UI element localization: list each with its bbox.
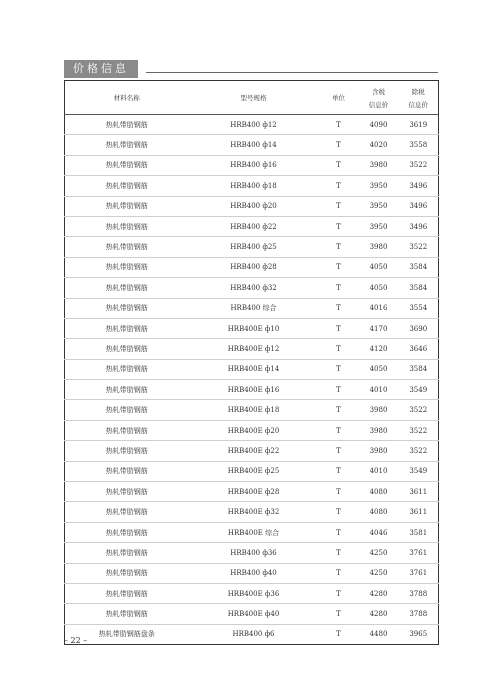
unit-cell: T [319, 176, 359, 196]
tax-included-price-cell: 4050 [359, 257, 399, 277]
unit-cell: T [319, 359, 359, 379]
tax-included-price-cell: 3950 [359, 176, 399, 196]
tax-included-price-cell: 4280 [359, 583, 399, 603]
table-row [65, 339, 439, 359]
unit-cell: T [319, 604, 359, 624]
material-cell: 热轧带肋钢筋 [65, 461, 189, 481]
spec-cell: HRB400E ф14 [189, 359, 319, 379]
spec-cell: HRB400E 综合 [189, 522, 319, 542]
spec-cell: HRB400 ф14 [189, 135, 319, 155]
unit-cell: T [319, 461, 359, 481]
table-row [65, 502, 439, 522]
section-title: 价格信息 [64, 60, 138, 78]
price-table [64, 80, 439, 645]
material-cell: 热轧带肋钢筋 [65, 155, 189, 175]
tax-included-price-cell: 4050 [359, 359, 399, 379]
material-cell: 热轧带肋钢筋 [65, 176, 189, 196]
spec-cell: HRB400 ф25 [189, 237, 319, 257]
tax-included-price-cell: 4250 [359, 563, 399, 583]
table-body [65, 115, 439, 645]
material-cell: 热轧带肋钢筋盘条 [98, 630, 155, 639]
unit-cell: T [319, 318, 359, 338]
tax-included-price-cell: 4010 [359, 461, 399, 481]
material-cell: 热轧带肋钢筋 [65, 543, 189, 563]
spec-cell: HRB400E ф16 [189, 380, 319, 400]
spec-cell: HRB400 ф36 [189, 543, 319, 563]
spec-cell: HRB400E ф22 [189, 441, 319, 461]
header-tax-excluded-price: 除税 信息价 [399, 81, 439, 115]
tax-excluded-price-cell: 3619 [399, 115, 439, 135]
tax-included-price-cell: 4016 [359, 298, 399, 318]
table-row [65, 583, 439, 603]
tax-included-price-cell: 3950 [359, 216, 399, 236]
spec-cell: HRB400E ф25 [189, 461, 319, 481]
tax-included-price-cell: 4046 [359, 522, 399, 542]
tax-excluded-price-cell: 3584 [399, 359, 439, 379]
table-row [65, 380, 439, 400]
material-cell: 热轧带肋钢筋 [65, 216, 189, 236]
table-row [65, 522, 439, 542]
tax-excluded-price-cell: 3522 [399, 155, 439, 175]
unit-cell: T [319, 583, 359, 603]
tax-excluded-price-cell: 3522 [399, 420, 439, 440]
tax-excluded-price-cell: 3584 [399, 257, 439, 277]
spec-cell: HRB400E ф32 [189, 502, 319, 522]
tax-included-price-cell: 3980 [359, 441, 399, 461]
tax-excluded-price-cell: 3496 [399, 196, 439, 216]
tax-included-price-cell: 4120 [359, 339, 399, 359]
table-row [65, 563, 439, 583]
unit-cell: T [319, 257, 359, 277]
tax-excluded-price-cell: 3522 [399, 237, 439, 257]
material-cell: 热轧带肋钢筋 [65, 482, 189, 502]
table-row [65, 155, 439, 175]
material-cell: 热轧带肋钢筋 [65, 298, 189, 318]
material-cell: 热轧带肋钢筋 [65, 115, 189, 135]
unit-cell: T [319, 155, 359, 175]
material-cell: 热轧带肋钢筋 [65, 583, 189, 603]
tax-included-price-cell: 4480 [369, 630, 388, 639]
spec-cell: HRB400 ф22 [189, 216, 319, 236]
tax-included-price-cell: 4050 [359, 278, 399, 298]
tax-included-price-cell: 3980 [359, 155, 399, 175]
section-divider [146, 72, 438, 73]
tax-included-price-cell: 4080 [359, 482, 399, 502]
unit-cell: T [319, 339, 359, 359]
tax-included-price-cell: 4170 [359, 318, 399, 338]
spec-cell: HRB400E ф12 [189, 339, 319, 359]
unit-cell: T [319, 522, 359, 542]
table-row [65, 196, 439, 216]
material-cell: 热轧带肋钢筋 [65, 441, 189, 461]
tax-excluded-price-cell: 3788 [399, 604, 439, 624]
tax-included-price-cell: 4250 [359, 543, 399, 563]
tax-excluded-price-cell: 3581 [399, 522, 439, 542]
unit-cell: T [336, 630, 341, 639]
tax-excluded-price-cell: 3522 [399, 441, 439, 461]
spec-cell: HRB400 综合 [189, 298, 319, 318]
table-row [65, 359, 439, 379]
section-header [64, 60, 438, 78]
table-row [65, 604, 439, 624]
unit-cell: T [319, 400, 359, 420]
header-tax-included-price: 含税 信息价 [359, 81, 399, 115]
tax-included-price-cell: 3950 [359, 196, 399, 216]
material-cell: 热轧带肋钢筋 [65, 604, 189, 624]
unit-cell: T [319, 441, 359, 461]
spec-cell: HRB400E ф20 [189, 420, 319, 440]
tax-included-price-cell: 4080 [359, 502, 399, 522]
material-cell: 热轧带肋钢筋 [65, 278, 189, 298]
spec-cell: HRB400 ф28 [189, 257, 319, 277]
table-row [65, 461, 439, 481]
unit-cell: T [319, 380, 359, 400]
tax-included-price-cell: 3980 [359, 237, 399, 257]
unit-cell: T [319, 216, 359, 236]
unit-cell: T [319, 563, 359, 583]
tax-excluded-price-cell: 3522 [399, 400, 439, 420]
material-cell: 热轧带肋钢筋 [65, 257, 189, 277]
unit-cell: T [319, 482, 359, 502]
tax-included-price-cell: 4280 [359, 604, 399, 624]
unit-cell: T [319, 135, 359, 155]
table-row [65, 237, 439, 257]
material-cell: 热轧带肋钢筋 [65, 318, 189, 338]
spec-cell: HRB400 ф40 [189, 563, 319, 583]
spec-cell: HRB400 ф32 [189, 278, 319, 298]
table-row [65, 318, 439, 338]
table-header-row [65, 81, 439, 115]
header-unit: 单位 [319, 81, 359, 115]
spec-cell: HRB400 ф6 [232, 630, 275, 639]
tax-excluded-price-cell: 3554 [399, 298, 439, 318]
tax-included-price-cell: 4010 [359, 380, 399, 400]
table-row [65, 482, 439, 502]
spec-cell: HRB400 ф16 [189, 155, 319, 175]
header-material: 材料名称 [65, 81, 189, 115]
material-cell: 热轧带肋钢筋 [65, 135, 189, 155]
unit-cell: T [319, 115, 359, 135]
unit-cell: T [319, 196, 359, 216]
material-cell: 热轧带肋钢筋 [65, 420, 189, 440]
material-cell: 热轧带肋钢筋 [65, 339, 189, 359]
spec-cell: HRB400E ф40 [189, 604, 319, 624]
table-row [65, 135, 439, 155]
tax-included-price-cell: 3980 [359, 400, 399, 420]
tax-included-price-cell: 4090 [359, 115, 399, 135]
unit-cell: T [319, 502, 359, 522]
material-cell: 热轧带肋钢筋 [65, 563, 189, 583]
spec-cell: HRB400 ф20 [189, 196, 319, 216]
material-cell: 热轧带肋钢筋 [65, 502, 189, 522]
unit-cell: T [319, 420, 359, 440]
spec-cell: HRB400 ф18 [189, 176, 319, 196]
material-cell: 热轧带肋钢筋 [65, 400, 189, 420]
table-row [65, 257, 439, 277]
spec-cell: HRB400E ф36 [189, 583, 319, 603]
tax-excluded-price-cell: 3584 [399, 278, 439, 298]
table-row [65, 298, 439, 318]
material-cell: 热轧带肋钢筋 [65, 522, 189, 542]
spec-cell: HRB400E ф10 [189, 318, 319, 338]
tax-excluded-price-cell: 3965 [409, 630, 428, 639]
tax-excluded-price-cell: 3549 [399, 461, 439, 481]
unit-cell: T [319, 278, 359, 298]
spec-cell: HRB400 ф12 [189, 115, 319, 135]
tax-excluded-price-cell: 3761 [399, 543, 439, 563]
material-cell: 热轧带肋钢筋 [65, 237, 189, 257]
tax-excluded-price-cell: 3611 [399, 502, 439, 522]
tax-excluded-price-cell: 3496 [399, 216, 439, 236]
tax-excluded-price-cell: 3549 [399, 380, 439, 400]
unit-cell: T [319, 298, 359, 318]
tax-excluded-price-cell: 3646 [399, 339, 439, 359]
tax-excluded-price-cell: 3761 [399, 563, 439, 583]
page-number: – 22 – [64, 636, 88, 645]
tax-excluded-price-cell: 3496 [399, 176, 439, 196]
spec-cell: HRB400E ф18 [189, 400, 319, 420]
table-row [65, 624, 439, 644]
table-row [65, 400, 439, 420]
spec-cell: HRB400E ф28 [189, 482, 319, 502]
table-row [65, 420, 439, 440]
tax-excluded-price-cell: 3788 [399, 583, 439, 603]
table-row [65, 543, 439, 563]
table-row [65, 278, 439, 298]
table-row [65, 216, 439, 236]
tax-excluded-price-cell: 3690 [399, 318, 439, 338]
tax-included-price-cell: 3980 [359, 420, 399, 440]
tax-excluded-price-cell: 3611 [399, 482, 439, 502]
table-row [65, 441, 439, 461]
tax-excluded-price-cell: 3558 [399, 135, 439, 155]
header-spec: 型号规格 [189, 81, 319, 115]
material-cell: 热轧带肋钢筋 [65, 196, 189, 216]
material-cell: 热轧带肋钢筋 [65, 359, 189, 379]
unit-cell: T [319, 237, 359, 257]
tax-included-price-cell: 4020 [359, 135, 399, 155]
table-row [65, 115, 439, 135]
unit-cell: T [319, 543, 359, 563]
table-row [65, 176, 439, 196]
material-cell: 热轧带肋钢筋 [65, 380, 189, 400]
